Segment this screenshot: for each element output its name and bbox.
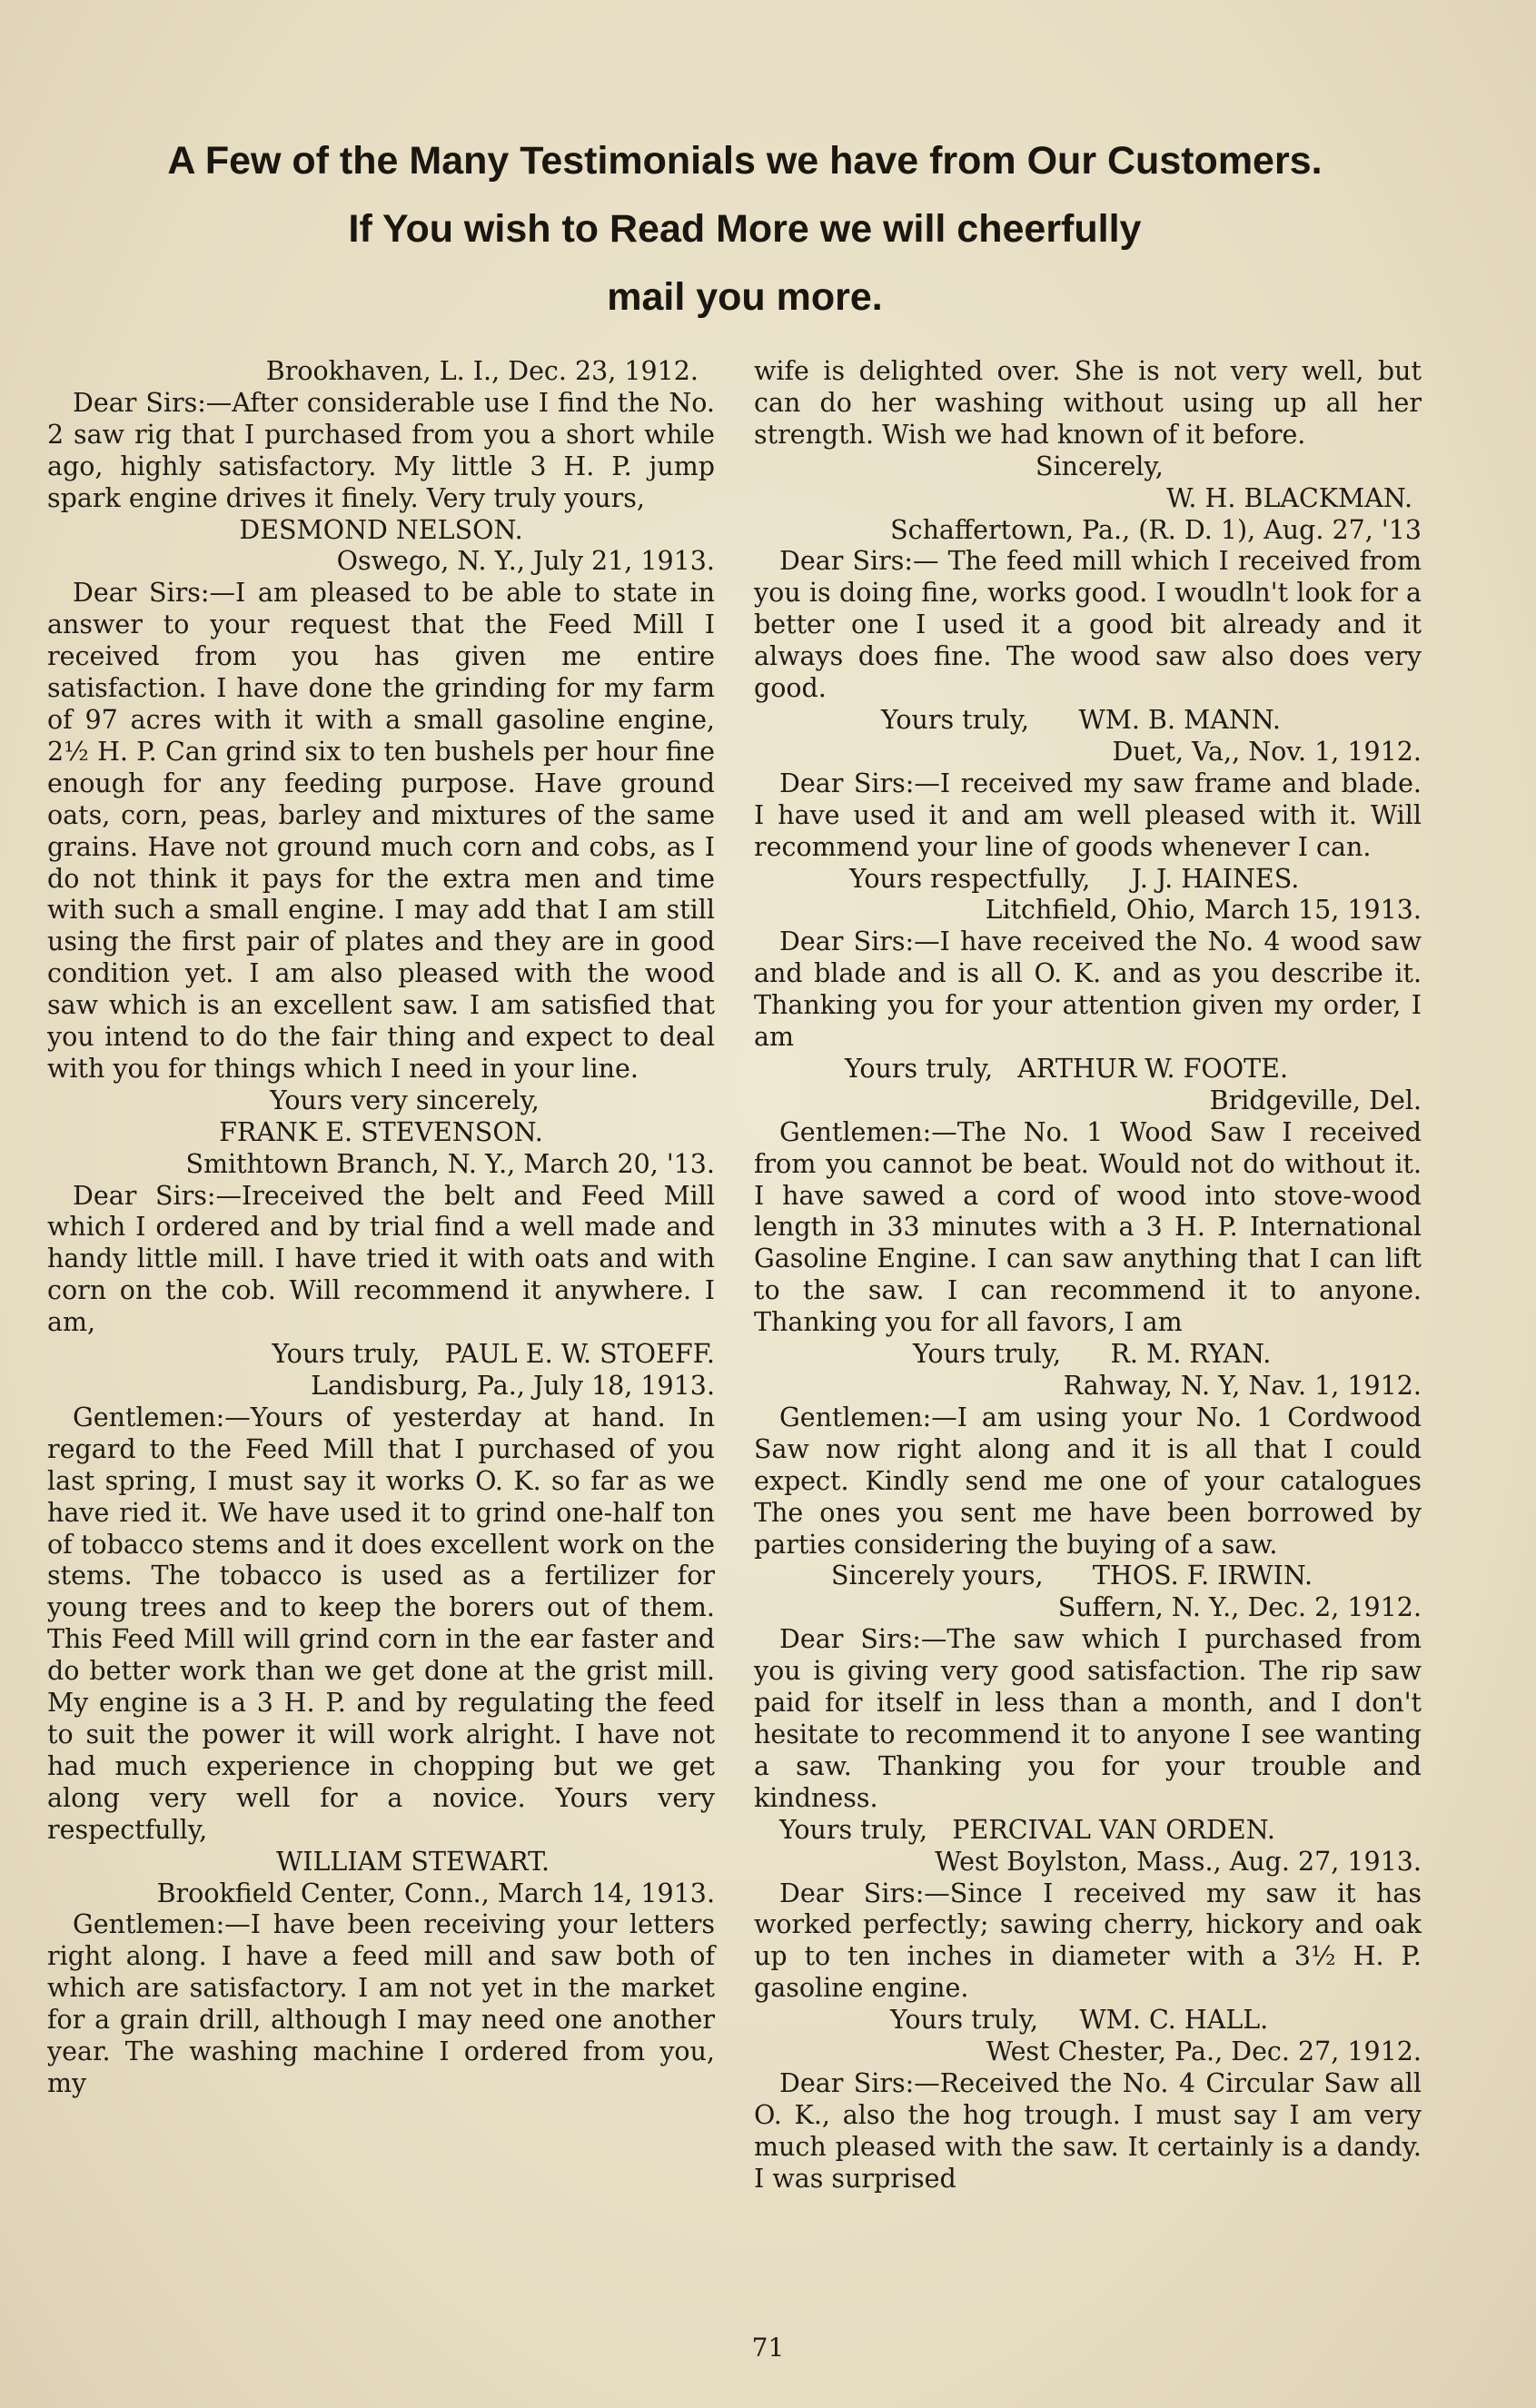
letter-body: Dear Sirs:—I am pleased to be able to state in answer to your request that the Feed Mill I received from you has given me entire satisfaction. I have done the grinding for my farm of 97 acres with it with a small gasoline engine, 2½ H. P. Can grind six to ten bushels per hour fine enough for any feeding purpose. Have ground oats, corn, peas, barley and mixtures of the same grains. Have not ground much corn and cobs, as I do not think it pays for the extra men and time with such a small engine. I may add that I am still using the first pair of plates and they are in good condition yet. I am also pleased with the wood saw which is an excellent saw. I am satisfied that you intend to do the fair thing and expect to deal with you for things which I need in your line.: [47, 578, 715, 1084]
letter-signature: DESMOND NELSON.: [239, 514, 523, 545]
letter-place: Landisburg, Pa., July 18, 1913.: [311, 1371, 715, 1401]
letter-body: Gentlemen:—I am using your No. 1 Cordwood Saw now right along and it is all that I could expect. Kindly send me one of your catalogues The ones you sent me have been borrowed by parties considering the buying of a saw.: [754, 1402, 1422, 1560]
letter-body: Dear Sirs:—Received the No. 4 Circular Saw all O. K., also the hog trough. I must say I am very much pleased with the saw. It certainly is a dandy. I was surprised: [754, 2067, 1422, 2194]
letter-closing: Yours respectfully,: [849, 863, 1091, 894]
letter-body: Dear Sirs:—After considerable use I find the No. 2 saw rig that I purchased from you a short while ago, highly satisfactory. My little 3 H. P. jump spark engine drives it finely. Very truly yours,: [47, 387, 715, 513]
letter-place: West Chester, Pa., Dec. 27, 1912.: [986, 2036, 1422, 2067]
letter-body: Dear Sirs:—The saw which I purchased from you is giving very good satisfaction. The rip saw paid for itself in less than a month, and I don't hesitate to recommend it to anyone I see wanting a saw. Thanking you for your trouble and kindness.: [754, 1624, 1422, 1813]
headline-line-3: mail you more.: [607, 275, 883, 319]
letter-signature: THOS. F. IRWIN.: [1092, 1561, 1313, 1591]
letter-closing-row: [47, 1339, 715, 1371]
letter-signature: FRANK E. STEVENSON.: [219, 1116, 543, 1147]
letter-closing: Yours truly,: [881, 704, 1030, 735]
letter-place: Litchfield, Ohio, March 15, 1913.: [985, 895, 1422, 926]
letter-closing-row: [754, 1054, 1422, 1085]
left-column: [47, 356, 715, 2100]
page-number: 71: [751, 2333, 785, 2363]
letter-closing: Yours truly,: [779, 1814, 928, 1845]
letter-place: Schaffertown, Pa., (R. D. 1), Aug. 27, '13: [890, 514, 1422, 545]
letter-place: Brookfield Center, Conn., March 14, 1913.: [156, 1878, 715, 1908]
letter-body: wife is delighted over. She is not very well, but can do her washing without using up all her strength. Wish we had known of it before.: [754, 356, 1422, 450]
letter-place: Brookhaven, L. I., Dec. 23, 1912.: [265, 356, 699, 386]
letter-signature: PAUL E. W. STOEFF.: [444, 1339, 715, 1370]
letter-closing-row: [754, 1815, 1422, 1847]
letter-signature: W. H. BLACKMAN.: [1166, 482, 1412, 513]
letter-place: Bridgeville, Del.: [1209, 1085, 1422, 1115]
letter-body: Dear Sirs:—Ireceived the belt and Feed Mill which I ordered and by trial find a well made and handy little mill. I have tried it with oats and with corn on the cob. Will recommend it anywhere. I am,: [47, 1180, 715, 1338]
letter-signature: PERCIVAL VAN ORDEN.: [952, 1814, 1275, 1845]
letter-body: Dear Sirs:— The feed mill which I received from you is doing fine, works good. I woudln't look for a better one I used it a good bit already and it always does fine. The wood saw also does very good.: [754, 546, 1422, 704]
headline-line-2: If You wish to Read More we will cheerfully: [348, 207, 1142, 251]
letter-closing-row: [754, 2005, 1422, 2036]
letter-body: Dear Sirs:—Since I received my saw it has worked perfectly; sawing cherry, hickory and oak up to ten inches in diameter with a 3½ H. P. gasoline engine.: [754, 1878, 1422, 2004]
letter-closing: Yours truly,: [913, 1339, 1062, 1370]
letter-place: Duet, Va,, Nov. 1, 1912.: [1112, 736, 1422, 767]
letter-closing-row: [754, 1339, 1422, 1371]
letter-place: West Boylston, Mass., Aug. 27, 1913.: [935, 1846, 1422, 1877]
letter-signature: WM. C. HALL.: [1079, 2005, 1269, 2036]
letter-closing: Yours truly,: [890, 2005, 1039, 2036]
letter-closing: Yours truly,: [845, 1053, 994, 1084]
letter-closing: Yours truly,: [272, 1339, 421, 1370]
letter-place: Smithtown Branch, N. Y., March 20, '13.: [185, 1148, 715, 1179]
letter-place: Oswego, N. Y., July 21, 1913.: [336, 546, 715, 577]
letter-closing-row: [754, 864, 1422, 896]
letter-closing: Sincerely yours,: [831, 1561, 1044, 1591]
letter-signature: J. J. HAINES.: [1131, 863, 1300, 894]
headline: [36, 127, 1453, 332]
letter-signature: WM. B. MANN.: [1078, 704, 1281, 735]
letter-body: Dear Sirs:—I received my saw frame and blade. I have used it and am well pleased with it. Will recommend your line of goods whenever I can.: [754, 768, 1422, 862]
letter-body: Gentlemen:—The No. 1 Wood Saw I received from you cannot be beat. Would not do without it. I have sawed a cord of wood into stove-wood length in 33 minutes with a 3 H. P. International Gasoline Engine. I can saw anything that I can lift to the saw. I can recommend it to anyone. Thanking you for all favors, I am: [754, 1116, 1422, 1338]
letter-signature: ARTHUR W. FOOTE.: [1017, 1053, 1289, 1084]
letter-closing: Yours very sincerely,: [270, 1085, 540, 1115]
letter-place: Suffern, N. Y., Dec. 2, 1912.: [1057, 1592, 1422, 1623]
letter-signature: WILLIAM STEWART.: [275, 1846, 550, 1877]
headline-line-1: A Few of the Many Testimonials we have from Our Customers.: [167, 139, 1323, 183]
letter-place: Rahway, N. Y, Nav. 1, 1912.: [1063, 1371, 1422, 1401]
letter-closing: Sincerely,: [1036, 451, 1164, 481]
letter-body: Gentlemen:—I have been receiving your letters right along. I have a feed mill and saw both of which are satisfactory. I am not yet in the market for a grain drill, although I may need one another year. The washing machine I ordered from you, my: [47, 1909, 715, 2098]
letter-closing-row: [754, 1561, 1422, 1592]
right-column: [754, 356, 1422, 2195]
letter-body: Gentlemen:—Yours of yesterday at hand. In regard to the Feed Mill that I purchased of you last spring, I must say it works O. K. so far as we have ried it. We have used it to grind one-half ton of tobacco stems and it does excellent work on the stems. The tobacco is used as a fertilizer for young trees and to keep the borers out of them. This Feed Mill will grind corn in the ear faster and do better work than we get done at the grist mill. My engine is a 3 H. P. and by regulating the feed to suit the power it will work alright. I have not had much experience in chopping but we get along very well for a novice. Yours very respectfully,: [47, 1402, 715, 1845]
letter-signature: R. M. RYAN.: [1110, 1339, 1272, 1370]
letter-closing-row: [754, 705, 1422, 737]
letter-body: Dear Sirs:—I have received the No. 4 wood saw and blade and is all O. K. and as you describe it. Thanking you for your attention given my order, I am: [754, 927, 1422, 1053]
